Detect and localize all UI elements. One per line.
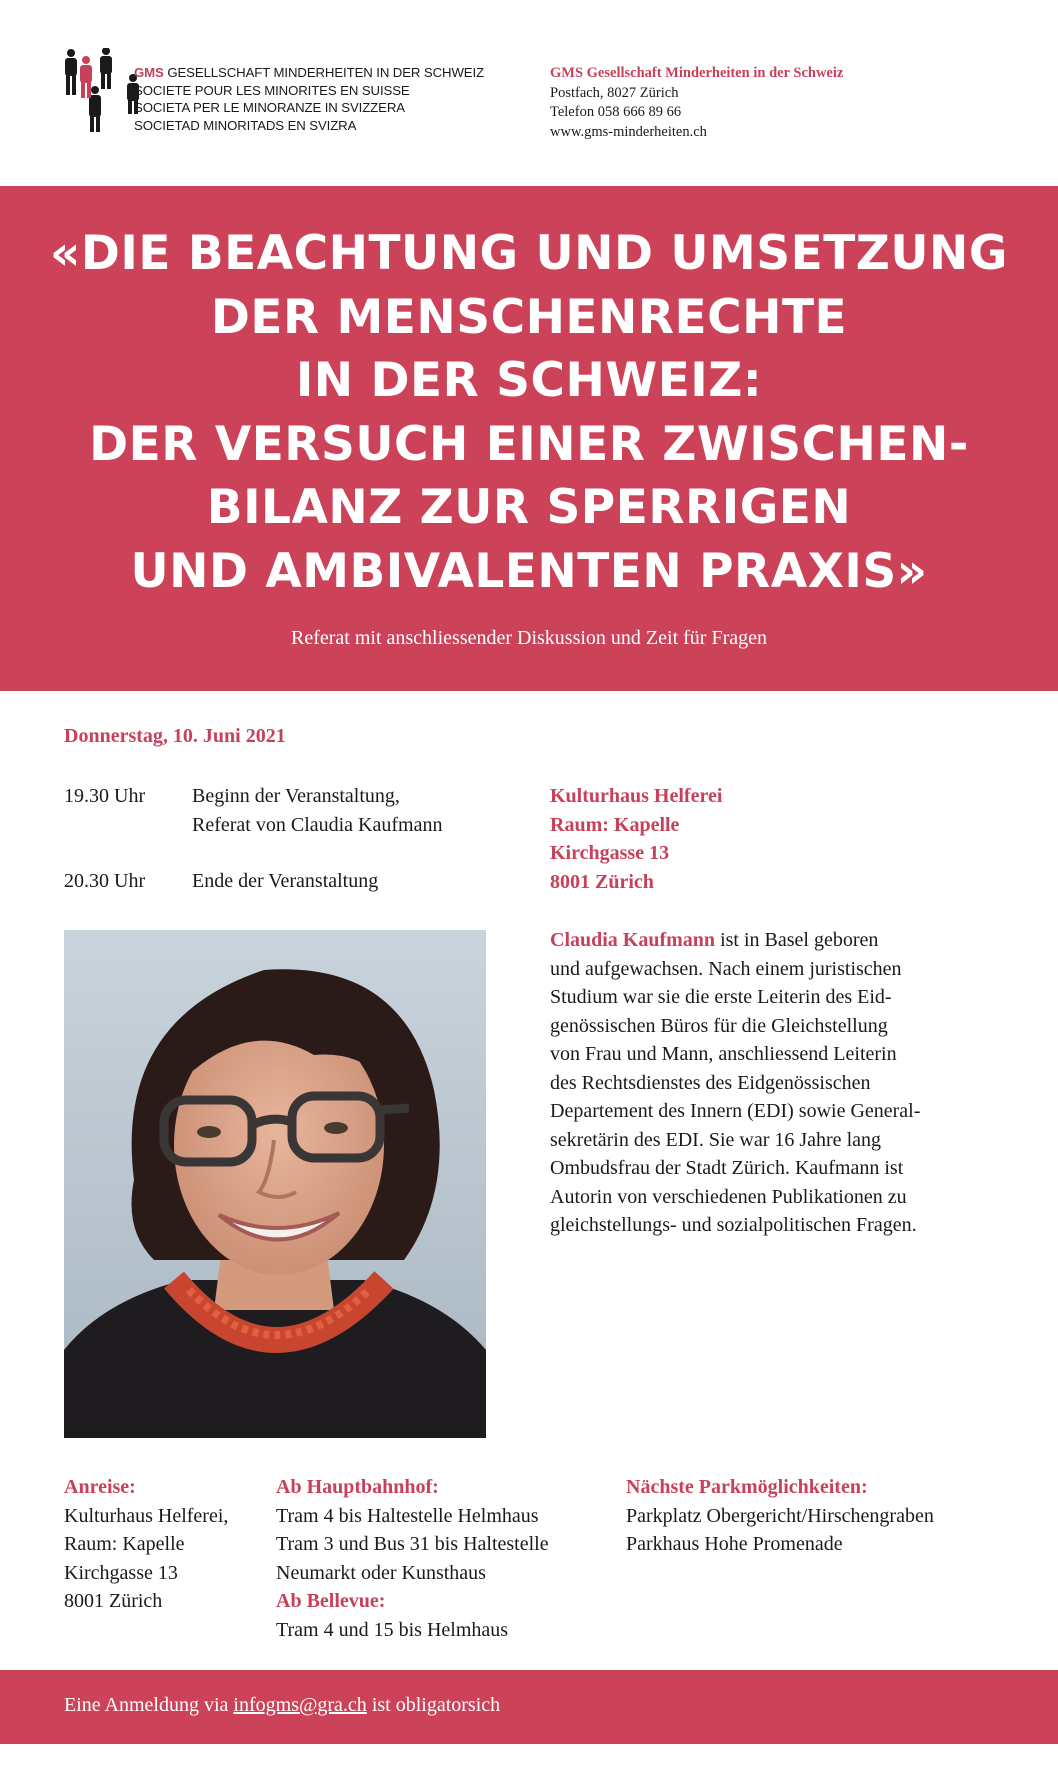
parking-line: Parkhaus Hohe Promenade bbox=[626, 1533, 843, 1555]
bio-line: Studium war sie die erste Leiterin des Eid- bbox=[550, 986, 892, 1008]
schedule-time: 19.30 Uhr bbox=[64, 785, 146, 807]
event-subtitle: Referat mit anschliessender Diskussion und Zeit für Fragen bbox=[291, 627, 767, 649]
title-line: IN DER SCHWEIZ: bbox=[295, 353, 763, 408]
parking-heading: Nächste Parkmöglichkeiten: bbox=[626, 1476, 868, 1498]
speaker-portrait bbox=[64, 930, 486, 1438]
anreise-line: Kulturhaus Helferei, bbox=[64, 1504, 229, 1527]
contact-address bbox=[550, 64, 843, 142]
travel-parking bbox=[626, 1473, 934, 1559]
address-web[interactable]: www.gms-minderheiten.ch bbox=[550, 123, 707, 140]
bio-first-line-rest: ist in Basel geboren bbox=[715, 929, 879, 951]
bio-line: Ombudsfrau der Stadt Zürich. Kaufmann ist bbox=[550, 1157, 904, 1179]
title-line: DER MENSCHENRECHTE bbox=[210, 289, 848, 345]
anreise-line: Kirchgasse 13 bbox=[64, 1561, 178, 1584]
venue-line: 8001 Zürich bbox=[550, 870, 654, 893]
travel-anreise bbox=[64, 1473, 228, 1616]
schedule-desc-line: Ende der Veranstaltung bbox=[192, 870, 379, 892]
bio-line: Departement des Innern (EDI) sowie General- bbox=[550, 1100, 921, 1122]
bio-line: sekretärin des EDI. Sie war 16 Jahre lang bbox=[550, 1128, 881, 1151]
schedule-desc-line: Beginn der Veranstaltung, bbox=[192, 785, 400, 807]
anreise-heading: Anreise: bbox=[64, 1476, 136, 1498]
schedule-time: 20.30 Uhr bbox=[64, 870, 146, 892]
bellevue-heading: Ab Bellevue: bbox=[276, 1590, 386, 1612]
hauptbahnhof-line: Neumarkt oder Kunsthaus bbox=[276, 1561, 486, 1584]
event-title bbox=[0, 222, 1058, 603]
bio-line: Autorin von verschiedenen Publikationen zu bbox=[550, 1185, 907, 1208]
logo-wordmark bbox=[134, 64, 484, 134]
bio-line: gleichstellungs- und sozialpolitischen Fragen. bbox=[550, 1214, 917, 1236]
address-phone: Telefon 058 666 89 66 bbox=[550, 104, 682, 120]
venue-line: Raum: Kapelle bbox=[550, 813, 680, 836]
hauptbahnhof-heading: Ab Hauptbahnhof: bbox=[276, 1476, 439, 1498]
anreise-line: 8001 Zürich bbox=[64, 1590, 163, 1612]
bio-first-line bbox=[550, 926, 1000, 955]
registration-text-after: ist obligatorsich bbox=[366, 1694, 501, 1716]
title-line: «DIE BEACHTUNG UND UMSETZUNG bbox=[50, 226, 1008, 281]
speaker-name: Claudia Kaufmann bbox=[550, 929, 716, 951]
venue-address bbox=[550, 782, 722, 896]
schedule-description bbox=[192, 867, 378, 896]
travel-public-transport bbox=[276, 1473, 549, 1644]
event-date: Donnerstag, 10. Juni 2021 bbox=[64, 725, 286, 747]
schedule-desc-line: Referat von Claudia Kaufmann bbox=[192, 813, 443, 836]
schedule-description bbox=[192, 782, 442, 839]
registration-note bbox=[64, 1694, 500, 1717]
venue-line: Kulturhaus Helferei bbox=[550, 785, 723, 807]
title-line: DER VERSUCH EINER ZWISCHEN- bbox=[89, 416, 969, 472]
bio-line: genössischen Büros für die Gleichstellung bbox=[550, 1014, 888, 1037]
logo-line-it: SOCIETA PER LE MINORANZE IN SVIZZERA bbox=[134, 100, 405, 115]
address-org: GMS Gesellschaft Minderheiten in der Schweiz bbox=[550, 65, 844, 81]
registration-text-before: Eine Anmeldung via bbox=[64, 1694, 234, 1716]
speaker-bio bbox=[550, 926, 1000, 1240]
logo-line-de: GESELLSCHAFT MINDERHEITEN IN DER SCHWEIZ bbox=[167, 65, 485, 80]
logo-line-fr: SOCIETE POUR LES MINORITES EN SUISSE bbox=[134, 82, 410, 98]
registration-email-link[interactable]: infogms@gra.ch bbox=[233, 1694, 367, 1716]
parking-line: Parkplatz Obergericht/Hirschengraben bbox=[626, 1504, 934, 1527]
hauptbahnhof-line: Tram 4 bis Haltestelle Helmhaus bbox=[276, 1504, 539, 1527]
address-postbox: Postfach, 8027 Zürich bbox=[550, 84, 679, 101]
bio-line: von Frau und Mann, anschliessend Leiterin bbox=[550, 1043, 897, 1065]
bio-line: und aufgewachsen. Nach einem juristischen bbox=[550, 957, 902, 980]
bio-line: des Rechtsdienstes des Eidgenössischen bbox=[550, 1071, 871, 1094]
anreise-line: Raum: Kapelle bbox=[64, 1533, 185, 1555]
title-line: BILANZ ZUR SPERRIGEN bbox=[206, 480, 852, 535]
logo-abbr: GMS bbox=[134, 65, 164, 80]
title-line: UND AMBIVALENTEN PRAXIS» bbox=[130, 543, 928, 599]
logo-line-rm: SOCIETAD MINORITADS EN SVIZRA bbox=[134, 117, 357, 133]
bellevue-line: Tram 4 und 15 bis Helmhaus bbox=[276, 1618, 509, 1641]
venue-line: Kirchgasse 13 bbox=[550, 842, 670, 864]
hauptbahnhof-line: Tram 3 und Bus 31 bis Haltestelle bbox=[276, 1533, 549, 1555]
